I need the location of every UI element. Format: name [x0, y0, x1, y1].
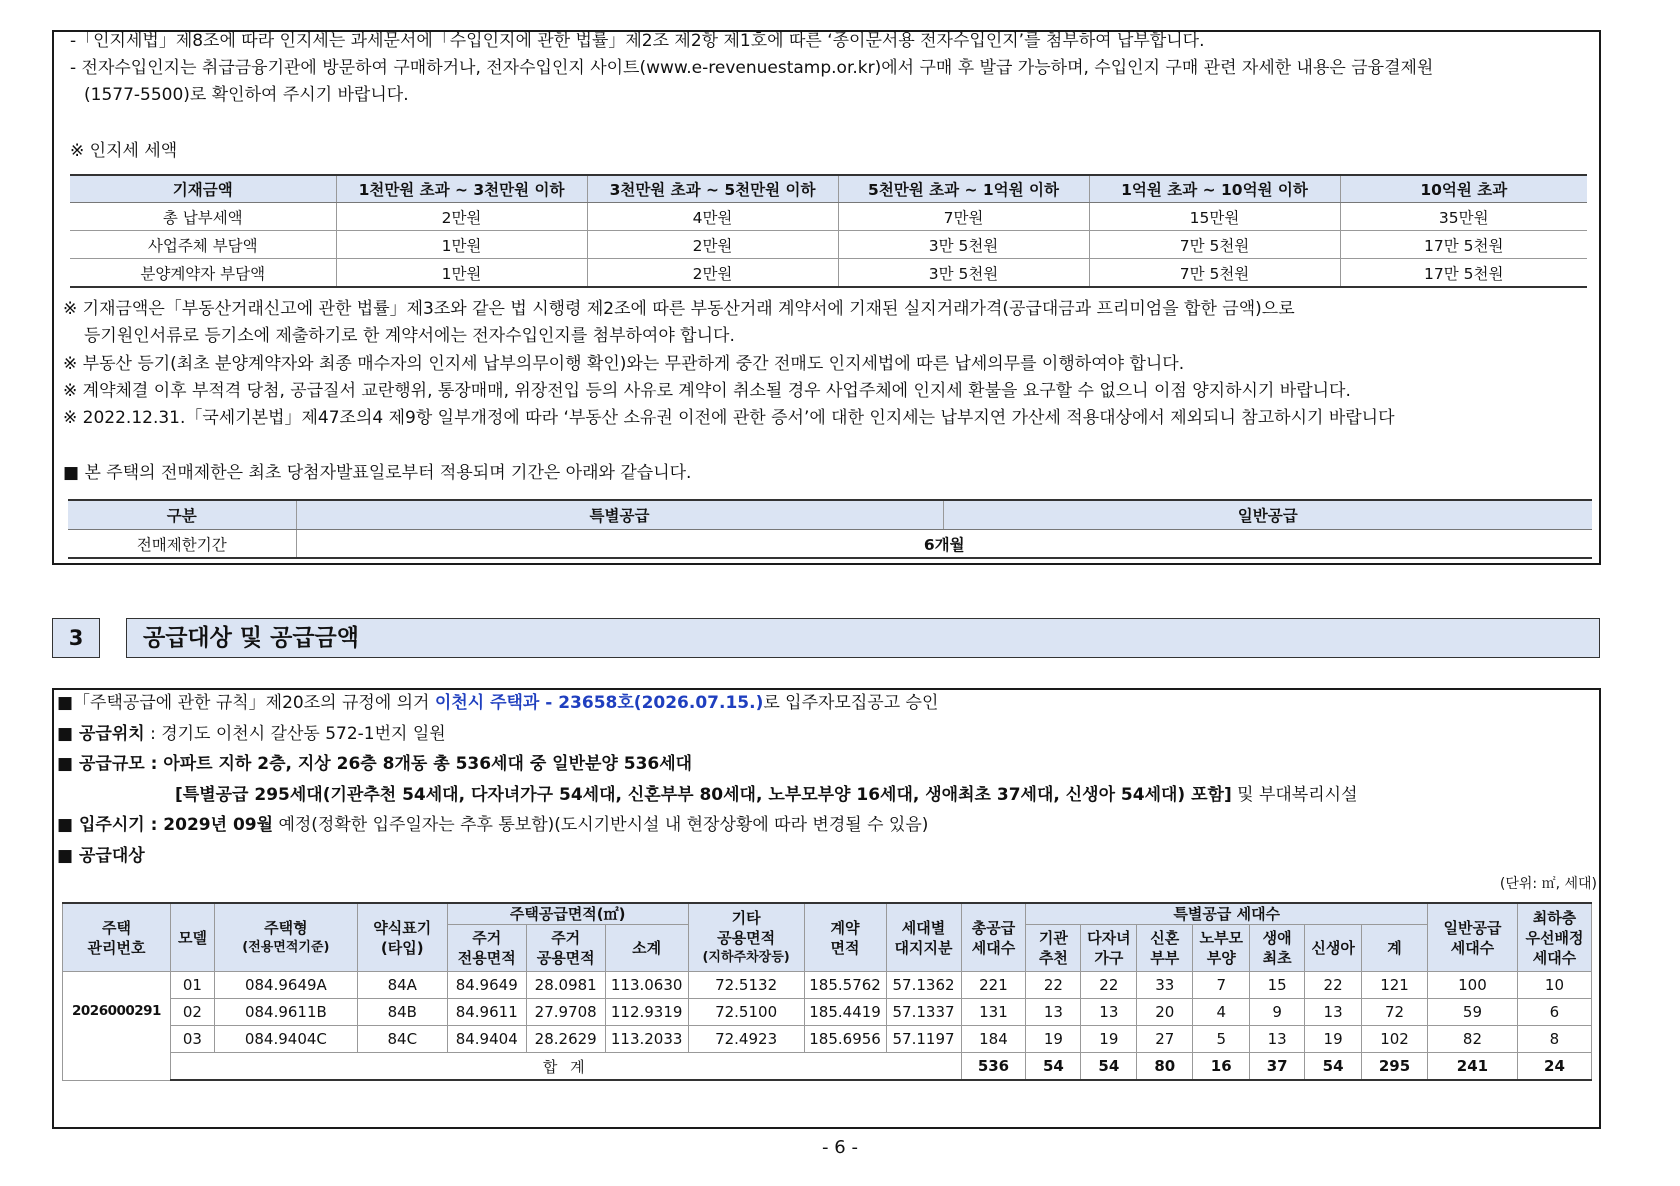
table-cell: 19	[1081, 1026, 1137, 1053]
header-type-label: 주택형	[264, 918, 308, 937]
table-cell: 17만 5천원	[1340, 231, 1587, 259]
move-in-note: 예정(정확한 입주일자는 추후 통보함)(도시기반시설 내 현장상황에 따라 변경될 수 있음)	[273, 815, 929, 835]
table-cell: 22	[1026, 972, 1081, 999]
table-cell: 2만원	[587, 259, 838, 288]
table-cell: 7만원	[838, 203, 1089, 231]
table-cell: 1만원	[336, 259, 587, 288]
table-cell: 72.5100	[688, 999, 804, 1026]
table-cell: 2만원	[336, 203, 587, 231]
table-cell: 3만 5천원	[838, 259, 1089, 288]
table-cell: 1만원	[336, 231, 587, 259]
header-sp-multichild: 다자녀 가구	[1081, 925, 1137, 972]
scale-special-detail: [특별공급 295세대(기관추천 54세대, 다자녀가구 54세대, 신혼부부 80세대, 노부모부양 16세대, 생애최초 37세대, 신생아 54세대) 포함]	[175, 785, 1232, 805]
approval-number: 이천시 주택과 - 23658호(2026.07.15.)	[434, 693, 764, 713]
page-number: - 6 -	[822, 1137, 858, 1158]
table-row	[63, 999, 1592, 1026]
header-sp-parents: 노부모 부양	[1193, 925, 1250, 972]
table-cell: 19	[1026, 1026, 1081, 1053]
stamp-tax-table	[70, 174, 1587, 288]
table-cell: 01	[170, 972, 214, 999]
header-other-area	[688, 903, 804, 972]
table-cell: 82	[1428, 1026, 1518, 1053]
header-type-sub: (전용면적기준)	[242, 939, 330, 955]
scale-detail-rest: 및 부대복리시설	[1231, 785, 1358, 805]
table-cell: 221	[961, 972, 1026, 999]
table-header-row	[63, 903, 1592, 925]
table-cell: 17만 5천원	[1340, 259, 1587, 288]
sum-cell: 241	[1428, 1053, 1518, 1081]
sum-cell: 295	[1362, 1053, 1428, 1081]
header-sp-institution: 기관 추천	[1026, 925, 1081, 972]
resale-table	[68, 499, 1592, 559]
note-3: ※ 계약체결 이후 부적격 당첨, 공급질서 교란행위, 통장매매, 위장전입 등의 사유로 계약이 취소될 경우 사업주체에 인지세 환불을 요구할 수 없으니 이점 양지하시기 바랍니다.	[63, 381, 1351, 401]
header-sp-newlywed: 신혼 부부	[1137, 925, 1193, 972]
header-sp-first-time: 생애 최초	[1250, 925, 1305, 972]
sum-cell: 80	[1137, 1053, 1193, 1081]
table-cell: 100	[1428, 972, 1518, 999]
table-row	[63, 1026, 1592, 1053]
column-header: 특별공급	[296, 500, 943, 530]
table-cell: 5	[1193, 1026, 1250, 1053]
table-cell: 84.9649	[447, 972, 526, 999]
note-1a: ※ 기재금액은「부동산거래신고에 관한 법률」제3조와 같은 법 시행령 제2조에 따른 부동산거래 계약서에 기재된 실지거래가격(공급대금과 프리미엄을 합한 금액)으로	[63, 299, 1295, 319]
scale-value: : 아파트 지하 2층, 지상 26층 8개동 총 536세대 중 일반분양 536세대	[144, 754, 693, 774]
resale-row-label: 전매제한기간	[68, 530, 296, 559]
table-cell: 72.5132	[688, 972, 804, 999]
table-cell: 84.9611	[447, 999, 526, 1026]
supply-table	[62, 902, 1592, 1081]
approval-text: ■「주택공급에 관한 규칙」제20조의 규정에 의거	[57, 693, 435, 713]
column-header: 1억원 초과 ~ 10억원 이하	[1089, 175, 1340, 203]
location-line	[57, 723, 446, 745]
table-cell: 84C	[357, 1026, 447, 1053]
table-cell: 22	[1081, 972, 1137, 999]
table-cell: 8	[1517, 1026, 1591, 1053]
sum-cell: 16	[1193, 1053, 1250, 1081]
header-special-units: 특별공급 세대수	[1026, 903, 1428, 925]
unit-label: (단위: ㎡, 세대)	[1499, 876, 1597, 892]
move-in-date: : 2029년 09월	[144, 815, 274, 835]
table-cell: 13	[1305, 999, 1362, 1026]
table-cell: 185.5762	[804, 972, 886, 999]
table-cell: 4	[1193, 999, 1250, 1026]
column-header: 10억원 초과	[1340, 175, 1587, 203]
table-cell: 4만원	[587, 203, 838, 231]
table-cell: 7	[1193, 972, 1250, 999]
table-cell: 57.1197	[886, 1026, 961, 1053]
sum-cell: 54	[1305, 1053, 1362, 1081]
table-cell: 35만원	[1340, 203, 1587, 231]
note-1b: 등기원인서류로 등기소에 제출하기로 한 계약서에는 전자수입인지를 첨부하여야 합니다.	[84, 326, 735, 346]
column-header: 구분	[68, 500, 296, 530]
table-cell: 72	[1362, 999, 1428, 1026]
header-land-share: 세대별 대지지분	[886, 903, 961, 972]
table-cell: 102	[1362, 1026, 1428, 1053]
header-sp-sum: 계	[1362, 925, 1428, 972]
sum-cell: 54	[1081, 1053, 1137, 1081]
header-sp-newborn: 신생아	[1305, 925, 1362, 972]
sum-cell: 54	[1026, 1053, 1081, 1081]
scale-line	[57, 753, 692, 775]
table-cell: 121	[1362, 972, 1428, 999]
table-sum-row	[63, 1053, 1592, 1081]
table-cell: 15만원	[1089, 203, 1340, 231]
note-2: ※ 부동산 등기(최초 분양계약자와 최종 매수자의 인지세 납부의무이행 확인)와는 무관하게 중간 전매도 인지세법에 따른 납세의무를 이행하여야 합니다.	[63, 354, 1185, 374]
table-cell: 27	[1137, 1026, 1193, 1053]
column-header: 일반공급	[943, 500, 1592, 530]
header-general-units: 일반공급 세대수	[1428, 903, 1518, 972]
table-cell: 84.9404	[447, 1026, 526, 1053]
approval-text-end: 로 입주자모집공고 승인	[763, 693, 939, 713]
table-cell: 7만 5천원	[1089, 259, 1340, 288]
header-abbr: 약식표기 (타입)	[357, 903, 447, 972]
header-other-sub: (지하주차장등)	[702, 949, 790, 965]
table-cell: 02	[170, 999, 214, 1026]
table-cell: 084.9649A	[214, 972, 357, 999]
resale-period-value: 6개월	[296, 530, 1592, 559]
table-cell: 113.2033	[605, 1026, 688, 1053]
table-cell: 57.1337	[886, 999, 961, 1026]
table-header-row	[70, 175, 1587, 203]
sum-cell: 536	[961, 1053, 1026, 1081]
table-cell: 7만 5천원	[1089, 231, 1340, 259]
table-cell: 84B	[357, 999, 447, 1026]
move-in-line	[57, 814, 928, 836]
table-cell: 112.9319	[605, 999, 688, 1026]
table-cell: 총 납부세액	[70, 203, 336, 231]
column-header: 1천만원 초과 ~ 3천만원 이하	[336, 175, 587, 203]
table-cell: 28.2629	[526, 1026, 605, 1053]
mgmt-number: 2026000291	[63, 972, 171, 1081]
scale-label: ■ 공급규모	[57, 754, 145, 774]
stamp-tax-line-3: (1577-5500)로 확인하여 주시기 바랍니다.	[84, 85, 409, 105]
move-in-label: ■ 입주시기	[57, 815, 145, 835]
table-cell: 10	[1517, 972, 1591, 999]
table-row	[68, 530, 1592, 559]
table-cell: 사업주체 부담액	[70, 231, 336, 259]
table-cell: 131	[961, 999, 1026, 1026]
supply-target-label: ■ 공급대상	[57, 846, 145, 866]
approval-line	[57, 692, 938, 714]
column-header: 기재금액	[70, 175, 336, 203]
table-cell: 03	[170, 1026, 214, 1053]
table-cell: 84A	[357, 972, 447, 999]
header-mgmt-no: 주택 관리번호	[63, 903, 171, 972]
table-cell: 6	[1517, 999, 1591, 1026]
table-cell: 9	[1250, 999, 1305, 1026]
table-cell: 분양계약자 부담액	[70, 259, 336, 288]
header-type	[214, 903, 357, 972]
scale-line-2	[175, 784, 1358, 806]
header-model: 모델	[170, 903, 214, 972]
column-header: 3천만원 초과 ~ 5천만원 이하	[587, 175, 838, 203]
note-4: ※ 2022.12.31.「국세기본법」제47조의4 제9항 일부개정에 따라 ‘부동산 소유권 이전에 관한 증서’에 대한 인지세는 납부지연 가산세 적용대상에서 제외되니 참고하시기 바랍니다	[63, 408, 1395, 428]
table-cell: 13	[1250, 1026, 1305, 1053]
sum-label: 합 계	[170, 1053, 961, 1081]
header-total-units: 총공급 세대수	[961, 903, 1026, 972]
table-row	[70, 203, 1587, 231]
table-header-row	[68, 500, 1592, 530]
resale-title: ■ 본 주택의 전매제한은 최초 당첨자발표일로부터 적용되며 기간은 아래와 같습니다.	[63, 463, 692, 483]
table-cell: 13	[1026, 999, 1081, 1026]
table-cell: 59	[1428, 999, 1518, 1026]
header-lowest-floor: 최하층 우선배정 세대수	[1517, 903, 1591, 972]
table-cell: 084.9404C	[214, 1026, 357, 1053]
header-other-label: 기타 공용면적	[717, 908, 776, 947]
table-cell: 185.4419	[804, 999, 886, 1026]
table-cell: 13	[1081, 999, 1137, 1026]
table-row	[70, 231, 1587, 259]
table-cell: 28.0981	[526, 972, 605, 999]
table-cell: 084.9611B	[214, 999, 357, 1026]
table-row	[63, 972, 1592, 999]
sum-cell: 24	[1517, 1053, 1591, 1081]
table-cell: 33	[1137, 972, 1193, 999]
table-cell: 27.9708	[526, 999, 605, 1026]
table-cell: 184	[961, 1026, 1026, 1053]
header-res-common: 주거 공용면적	[526, 925, 605, 972]
section-title: 공급대상 및 공급금액	[126, 618, 1600, 658]
table-cell: 72.4923	[688, 1026, 804, 1053]
table-cell: 19	[1305, 1026, 1362, 1053]
table-cell: 2만원	[587, 231, 838, 259]
stamp-tax-line-1: -「인지세법」제8조에 따라 인지세는 과세문서에「수입인지에 관한 법률」제2조 제2항 제1호에 따른 ‘종이문서용 전자수입인지’를 첨부하여 납부합니다.	[70, 31, 1205, 51]
sum-cell: 37	[1250, 1053, 1305, 1081]
location-value: : 경기도 이천시 갈산동 572-1번지 일원	[144, 724, 446, 744]
header-subtotal: 소계	[605, 925, 688, 972]
location-label: ■ 공급위치	[57, 724, 145, 744]
table-cell: 15	[1250, 972, 1305, 999]
stamp-tax-amount-title: ※ 인지세 세액	[70, 141, 178, 161]
table-cell: 20	[1137, 999, 1193, 1026]
table-cell: 185.6956	[804, 1026, 886, 1053]
table-row	[70, 259, 1587, 288]
header-contract-area: 계약 면적	[804, 903, 886, 972]
table-cell: 3만 5천원	[838, 231, 1089, 259]
column-header: 5천만원 초과 ~ 1억원 이하	[838, 175, 1089, 203]
header-supply-area: 주택공급면적(㎡)	[447, 903, 688, 925]
section-number: 3	[52, 618, 100, 658]
header-res-exclusive: 주거 전용면적	[447, 925, 526, 972]
table-cell: 22	[1305, 972, 1362, 999]
table-cell: 57.1362	[886, 972, 961, 999]
stamp-tax-line-2: - 전자수입인지는 취급금융기관에 방문하여 구매하거나, 전자수입인지 사이트(www.e-revenuestamp.or.kr)에서 구매 후 발급 가능하며, 수입인지 구매 관련 자세한 내용은 금융결제원	[70, 58, 1434, 78]
table-cell: 113.0630	[605, 972, 688, 999]
